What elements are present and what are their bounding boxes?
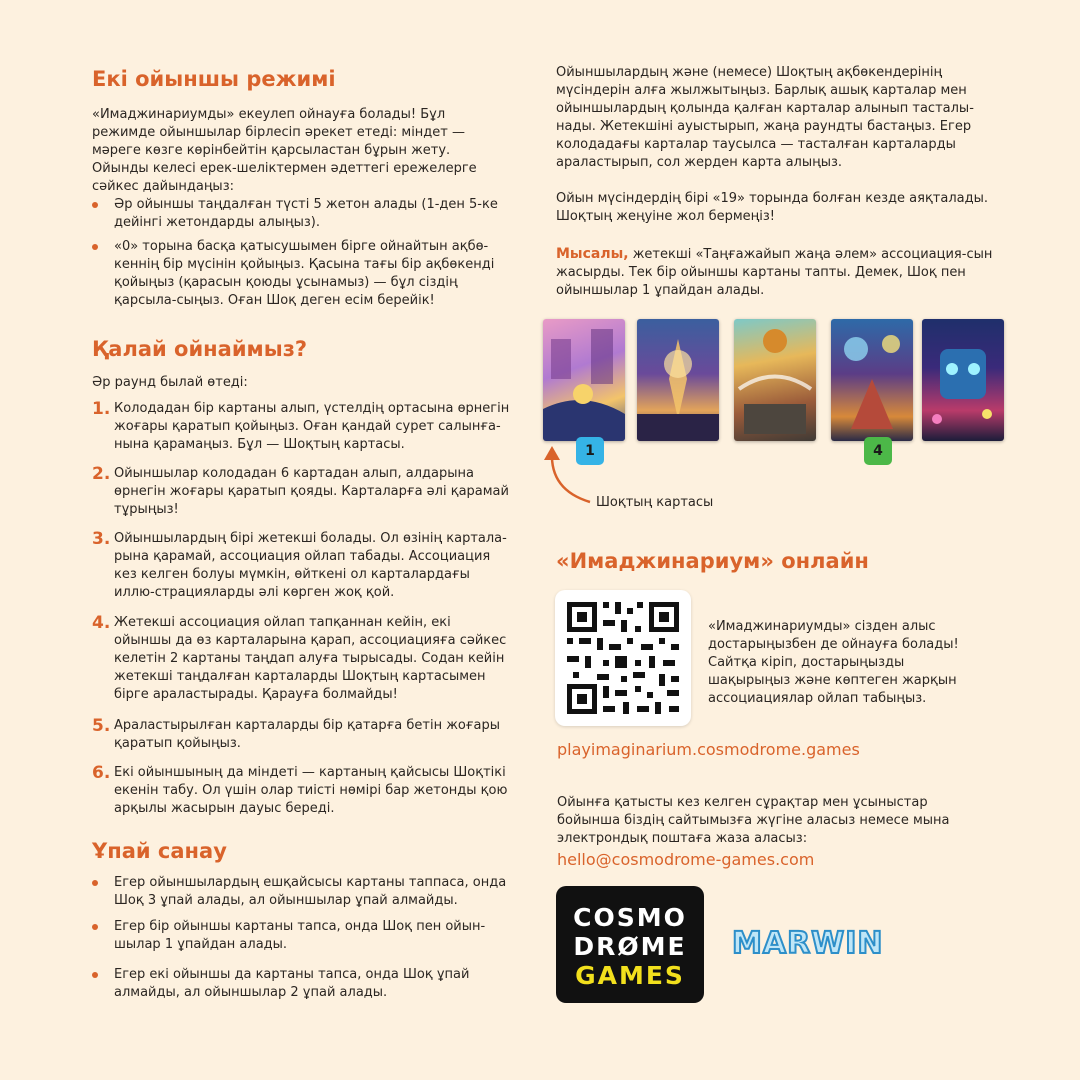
example-card-1 [543, 319, 625, 441]
intro-paragraph: «Имаджинариумды» екеулеп ойнауға болады! Бұл режимде ойыншылар бірлесіп әрекет етеді: міндет — мәреге көзге көрінбейтін қарсыластан бұрын жету. Ойынды келесі ерек-шеліктермен әдеттегі ережелерге сәйкес дайындаңыз: [92, 107, 477, 194]
online-text: «Имаджинариумды» сізден алыс достарыңызбен де ойнауға болады! Сайтқа кіріп, достарыңызды шақырыңыз және көптеген жарқын ассоциациялар ойлап табыңыз. [708, 619, 959, 706]
round-intro: Әр раунд былай өтеді: [92, 375, 248, 390]
marwin-logo: MARWIN [732, 926, 884, 961]
bullet-dot-icon [92, 202, 98, 208]
bullet-dot-icon [92, 244, 98, 250]
card-caption: Шоқтың картасы [596, 495, 714, 510]
logo-line-3: GAMES [575, 961, 685, 990]
score-bullet-3: Егер екі ойыншы да картаны тапса, онда Шоқ ұпай алмайды, ал ойыншылар 2 ұпай алады. [92, 966, 510, 1002]
card-art-4-icon [831, 319, 913, 441]
site-link[interactable]: playimaginarium.cosmodrome.games [557, 740, 860, 759]
example-card-4 [831, 319, 913, 441]
bullet-dot-icon [92, 880, 98, 886]
step-3: 3. Ойыншылардың бірі жетекші болады. Ол өзінің картала-рына қарамай, ассоциация ойлап табады. Ассоциация кез келген болуы мүмкін, өйткені ол карталардағы иллю-страцияларды әлі көрген жоқ қой. [92, 529, 507, 600]
example-card-5 [922, 319, 1004, 441]
card-art-1-icon [543, 319, 625, 441]
setup-bullet-1: Әр ойыншы таңдалған түсті 5 жетон алады (1-ден 5-ке дейінгі жетондарды алыңыз). [92, 196, 510, 232]
example-label: Мысалы, [556, 246, 629, 262]
step-4: 4. Жетекші ассоциация ойлап тапқаннан кейін, екі ойыншы да өз карталарына қарап, ассоциацияға сәйкес келетін 2 картаны таңдап алуға тырысады. Содан кейін жетекші таңдалған карталарды Шоқтың картасымен бірге араластырады. Қарауға болмайды! [92, 613, 507, 702]
card-art-2-icon [637, 319, 719, 441]
score-bullet-1: Егер ойыншылардың ешқайсысы картаны таппаса, онда Шоқ 3 ұпай алады, ал ойыншылар ұпай алмайды. [92, 874, 510, 910]
end-paragraph: Ойын мүсіндердің бірі «19» торында болған кезде аяқталады. Шоқтың жеңуіне жол бермеңіз! [556, 191, 989, 224]
step-2: 2. Ойыншылар колодадан 6 картадан алып, алдарына өрнегін жоғары қаратып қояды. Карталарға әлі қарамай тұрыңыз! [92, 464, 509, 517]
step-6: 6. Екі ойыншының да міндеті — картаның қайсысы Шоқтікі екенін табу. Ол үшін олар тиісті нөмірі бар жетонды қою арқылы жасырын дауыс береді. [92, 763, 508, 816]
logo-line-2: DRØME [573, 932, 687, 961]
bullet-dot-icon [92, 924, 98, 930]
step-5: 5. Араластырылған карталарды бір қатарға бетін жоғары қаратып қойыңыз. [92, 716, 501, 751]
curved-arrow-icon [540, 440, 600, 510]
heading-online: «Имаджинариум» онлайн [556, 549, 869, 573]
card-art-5-icon [922, 319, 1004, 441]
score-bullet-2: Егер бір ойыншы картаны тапса, онда Шоқ пен ойын-шылар 1 ұпайдан алады. [92, 918, 510, 954]
card-art-3-icon [734, 319, 816, 441]
bullet-dot-icon [92, 972, 98, 978]
setup-bullet-2: «0» торына басқа қатысушымен бірге ойнайтын ақбө-кеннің бір мүсінін қойыңыз. Қасына тағы бір ақбөкенді қойыңыз (қарасын қоюды ұсынамыз) — бұл сіздің қарсыла-сыңыз. Оған Шоқ деген есім берейік! [92, 238, 510, 310]
qr-code-icon [555, 590, 691, 726]
cosmodrome-logo [556, 886, 704, 1003]
email-link[interactable]: hello@cosmodrome-games.com [557, 850, 815, 869]
example-card-3 [734, 319, 816, 441]
heading-two-player-mode: Екі ойыншы режимі [92, 67, 336, 91]
vote-token-green: 4 [864, 437, 892, 465]
vote-token-blue: 1 [576, 437, 604, 465]
example-card-2 [637, 319, 719, 441]
heading-how-to-play: Қалай ойнаймыз? [92, 337, 308, 361]
step-1: 1. Колодадан бір картаны алып, үстелдің ортасына өрнегін жоғары қаратып қойыңыз. Оған қандай сурет салынға-нына қарамаңыз. Бұл — Шоқтың картасы. [92, 399, 510, 452]
example-paragraph: Мысалы, жетекші «Таңғажайып жаңа әлем» ассоциация-сын жасырды. Тек бір ойыншы картаны тапты. Демек, Шоқ пен ойыншылар 1 ұпайдан алады. [556, 246, 993, 298]
advance-paragraph: Ойыншылардың және (немесе) Шоқтың ақбөкендерінің мүсіндерін алға жылжытыңыз. Барлық ашық карталар мен ойыншылардың қолында қалған карталар алынып тасталы-нады. Жетекшіні ауыстырып, жаңа раундты бастаңыз. Егер колодадағы карталар таусылса — тасталған карталарды араластырып, сол жерден карта алыңыз. [556, 65, 974, 170]
heading-scoring: Ұпай санау [92, 839, 227, 863]
logo-line-1: COSMO [573, 903, 687, 932]
contact-text: Ойынға қатысты кез келген сұрақтар мен ұсыныстар бойынша біздің сайтымызға жүгіне аласыз немесе мына электрондық поштаға жаза аласыз: [557, 795, 950, 846]
qr-code[interactable] [555, 590, 691, 726]
